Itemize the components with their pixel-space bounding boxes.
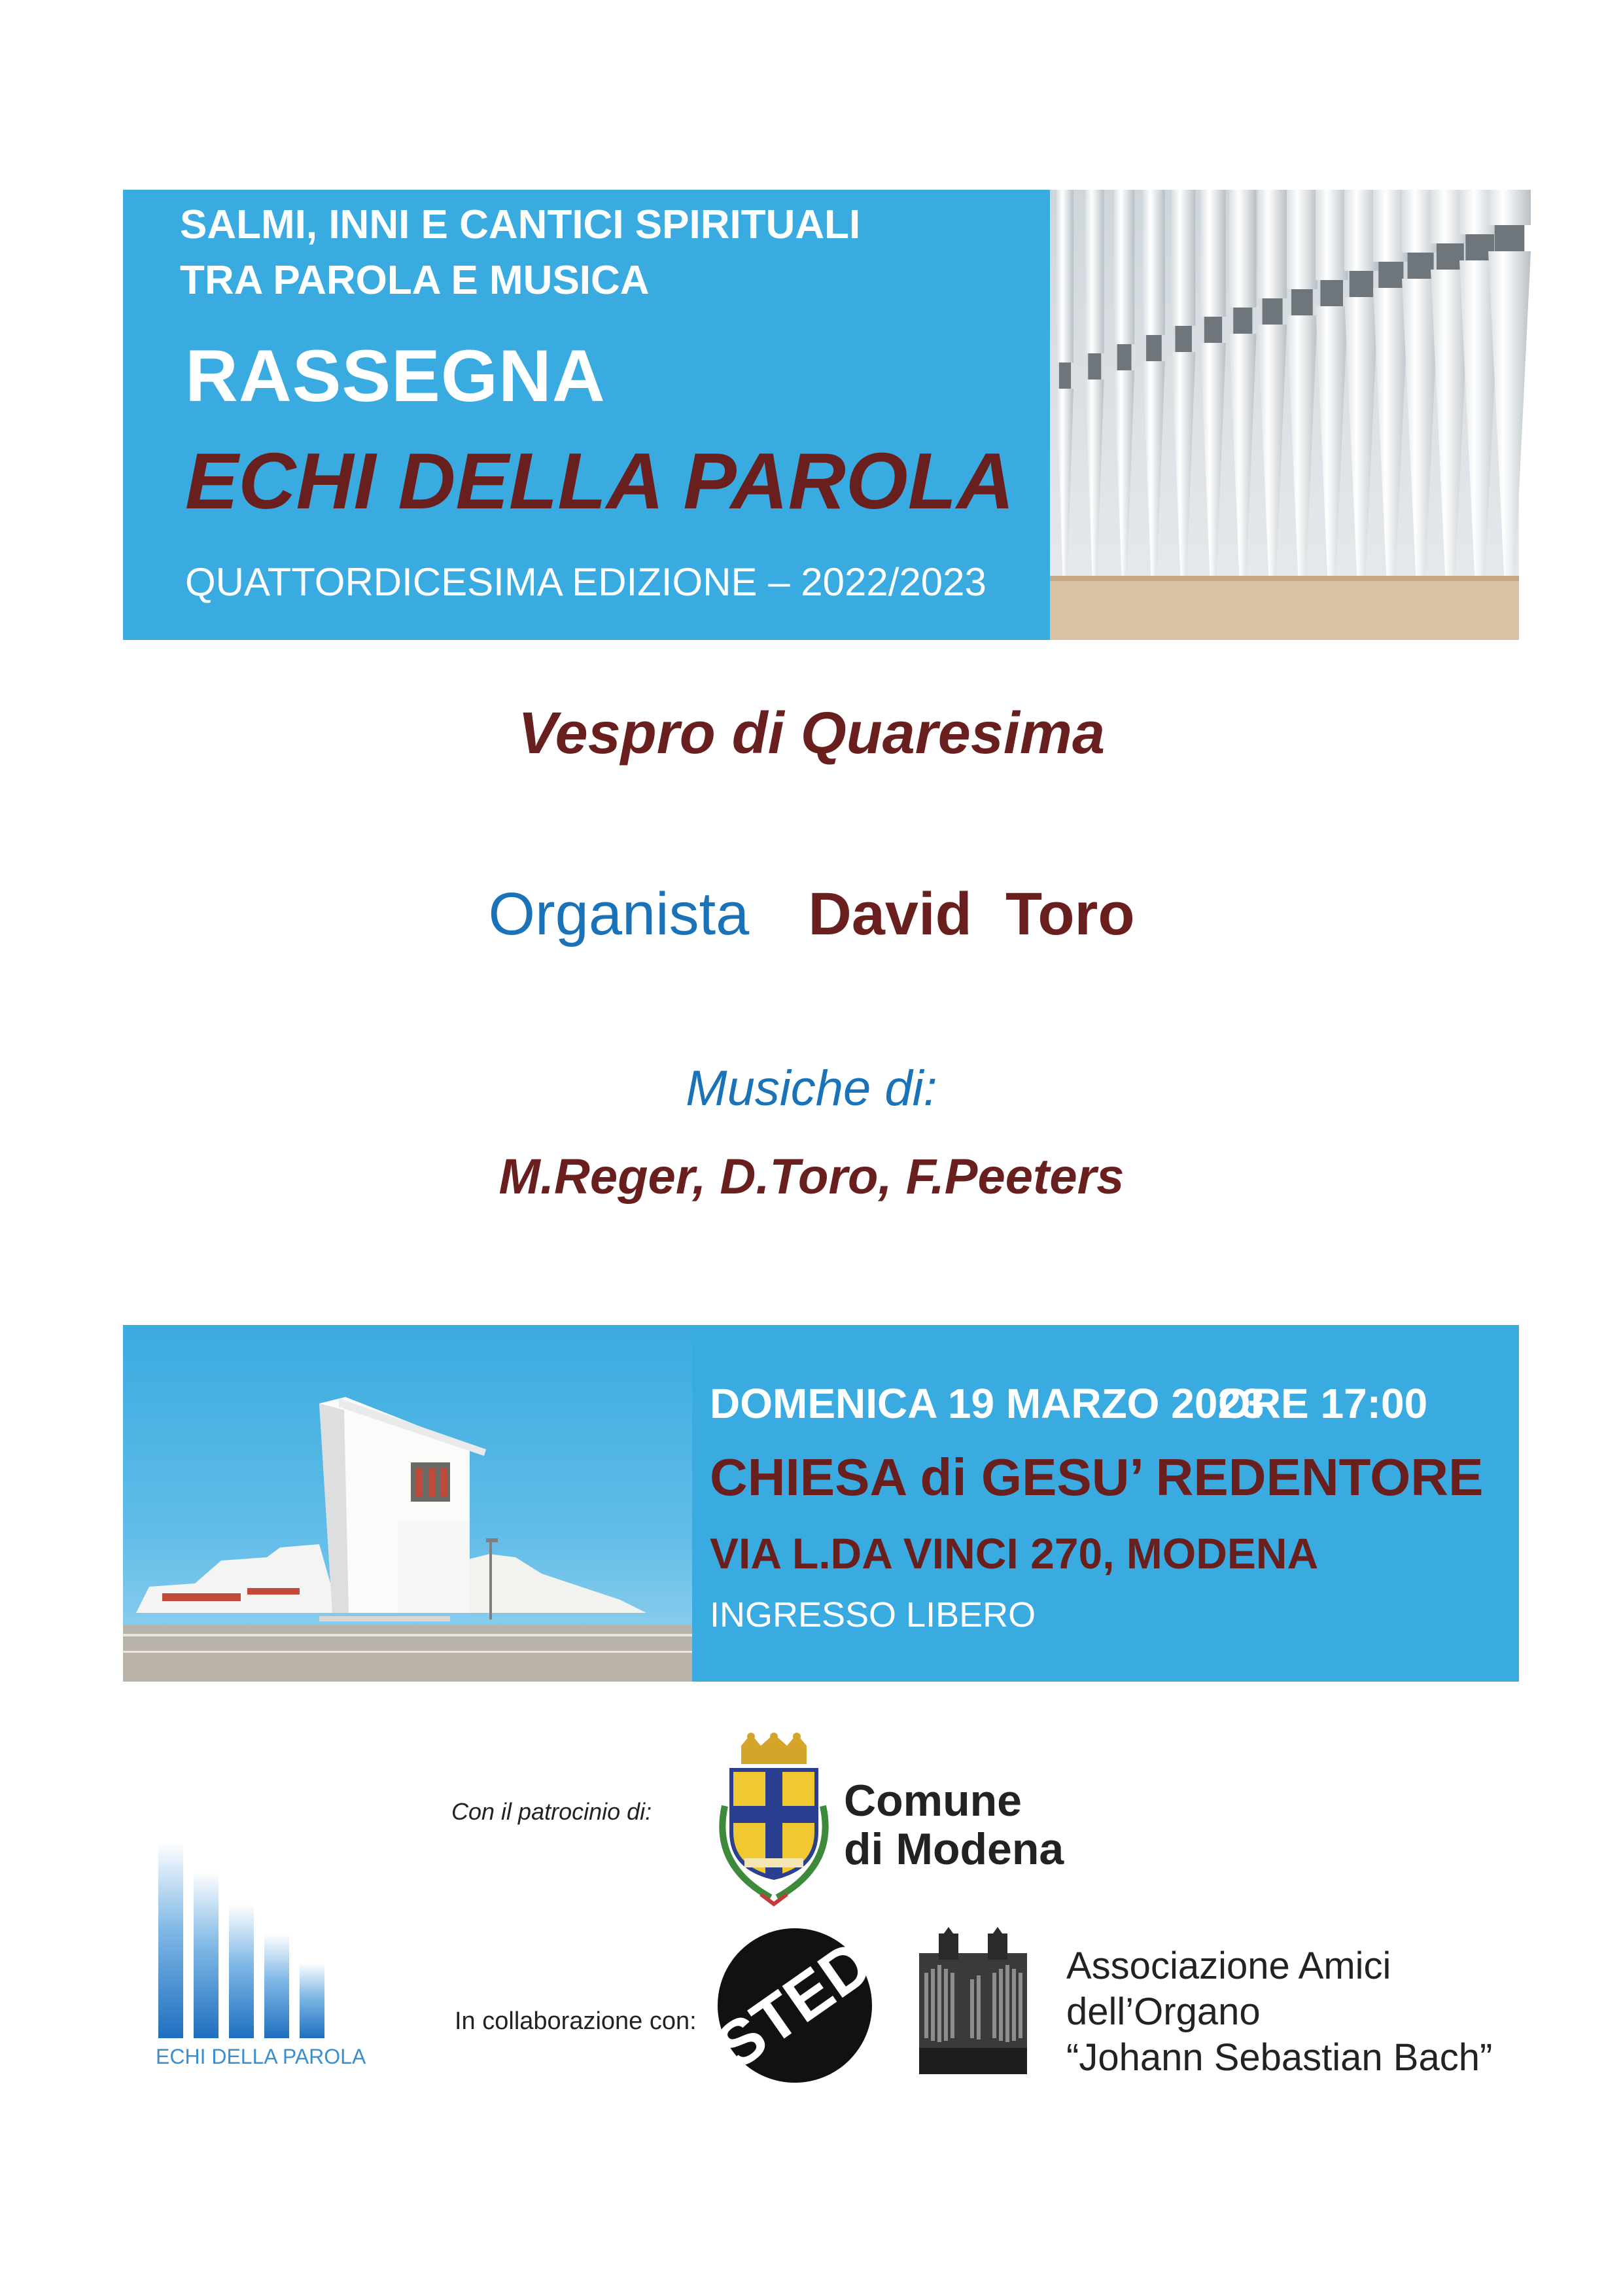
program-title: Vespro di Quaresima — [517, 701, 1105, 766]
sted-logo-text: STED — [703, 1926, 885, 2083]
music-label: Musiche di: — [686, 1061, 937, 1116]
sted-logo — [703, 1926, 885, 2084]
performer-name: David Toro — [808, 881, 1135, 947]
header-line-1: SALMI, INNI E CANTICI SPIRITUALI — [180, 202, 861, 247]
organ-pipe-top — [1488, 190, 1531, 225]
organ-pipe-mouth — [1495, 225, 1525, 251]
event-date: DOMENICA 19 MARZO 2023 — [710, 1380, 1265, 1427]
organ-pipe-mouth — [1263, 298, 1283, 325]
organ-pipe-mouth — [1320, 280, 1343, 306]
header-line-2: TRA PAROLA E MUSICA — [180, 258, 650, 303]
organ-pipe-top — [1287, 190, 1318, 289]
patronage-label: Con il patrocinio di: — [451, 1798, 652, 1825]
admission-label: INGRESSO LIBERO — [710, 1595, 1036, 1634]
organ-pipe-top — [1229, 190, 1257, 308]
organ-pipe-mouth — [1059, 362, 1071, 389]
organ-pipe-mouth — [1378, 262, 1403, 288]
patron-line-1: Comune — [844, 1776, 1022, 1826]
church-image — [123, 1325, 692, 1682]
organ-pipe-mouth — [1204, 317, 1222, 343]
comune-modena-name — [844, 1776, 1064, 1873]
composers-list: M.Reger, D.Toro, F.Peeters — [498, 1149, 1125, 1205]
organ-pipe-top — [1316, 190, 1348, 280]
organ-pipe-mouth — [1117, 344, 1132, 370]
assoc-line-1: Associazione Amici — [1066, 1945, 1391, 1987]
event-address: VIA L.DA VINCI 270, MODENA — [710, 1529, 1319, 1578]
organ-pipe-mouth — [1350, 271, 1373, 297]
organ-pipe-top — [1143, 190, 1165, 335]
organ-pipe-top — [1200, 190, 1226, 317]
performer-label: Organista — [488, 881, 750, 947]
collaboration-label: In collaborazione con: — [455, 2007, 697, 2035]
organ-pipe-top — [1258, 190, 1287, 298]
series-title: ECHI DELLA PAROLA — [185, 436, 1015, 525]
patron-line-2: di Modena — [844, 1824, 1064, 1874]
organ-pipe-mouth — [1291, 289, 1313, 315]
organ-pipe-top — [1172, 190, 1195, 326]
organ-pipe-mouth — [1146, 335, 1162, 361]
assoc-line-3: “Johann Sebastian Bach” — [1066, 2036, 1493, 2079]
rassegna-label: RASSEGNA — [185, 335, 606, 417]
assoc-line-2: dell’Organo — [1066, 1990, 1261, 2033]
organ-pipe-top — [1114, 190, 1134, 344]
event-church: CHIESA di GESU’ REDENTORE — [710, 1448, 1484, 1506]
organ-pipe-mouth — [1408, 253, 1434, 279]
edition-label: QUATTORDICESIMA EDIZIONE – 2022/2023 — [185, 560, 986, 604]
organ-pipe-mouth — [1233, 308, 1252, 334]
series-logo-text: ECHI DELLA PAROLA — [156, 2045, 366, 2068]
organ-pipe-top — [1085, 190, 1104, 353]
performer-row — [0, 880, 1623, 949]
echi-della-parola-logo — [156, 1842, 345, 2064]
event-time: ORE 17:00 — [1218, 1380, 1428, 1427]
organ-pipe-mouth — [1175, 326, 1191, 352]
organ-facade-logo — [913, 1927, 1034, 2074]
organ-pipes-image — [1050, 190, 1519, 640]
association-name — [1066, 1943, 1492, 2081]
organ-pipe-mouth — [1088, 353, 1101, 380]
organ-pipe-top — [1056, 190, 1073, 362]
